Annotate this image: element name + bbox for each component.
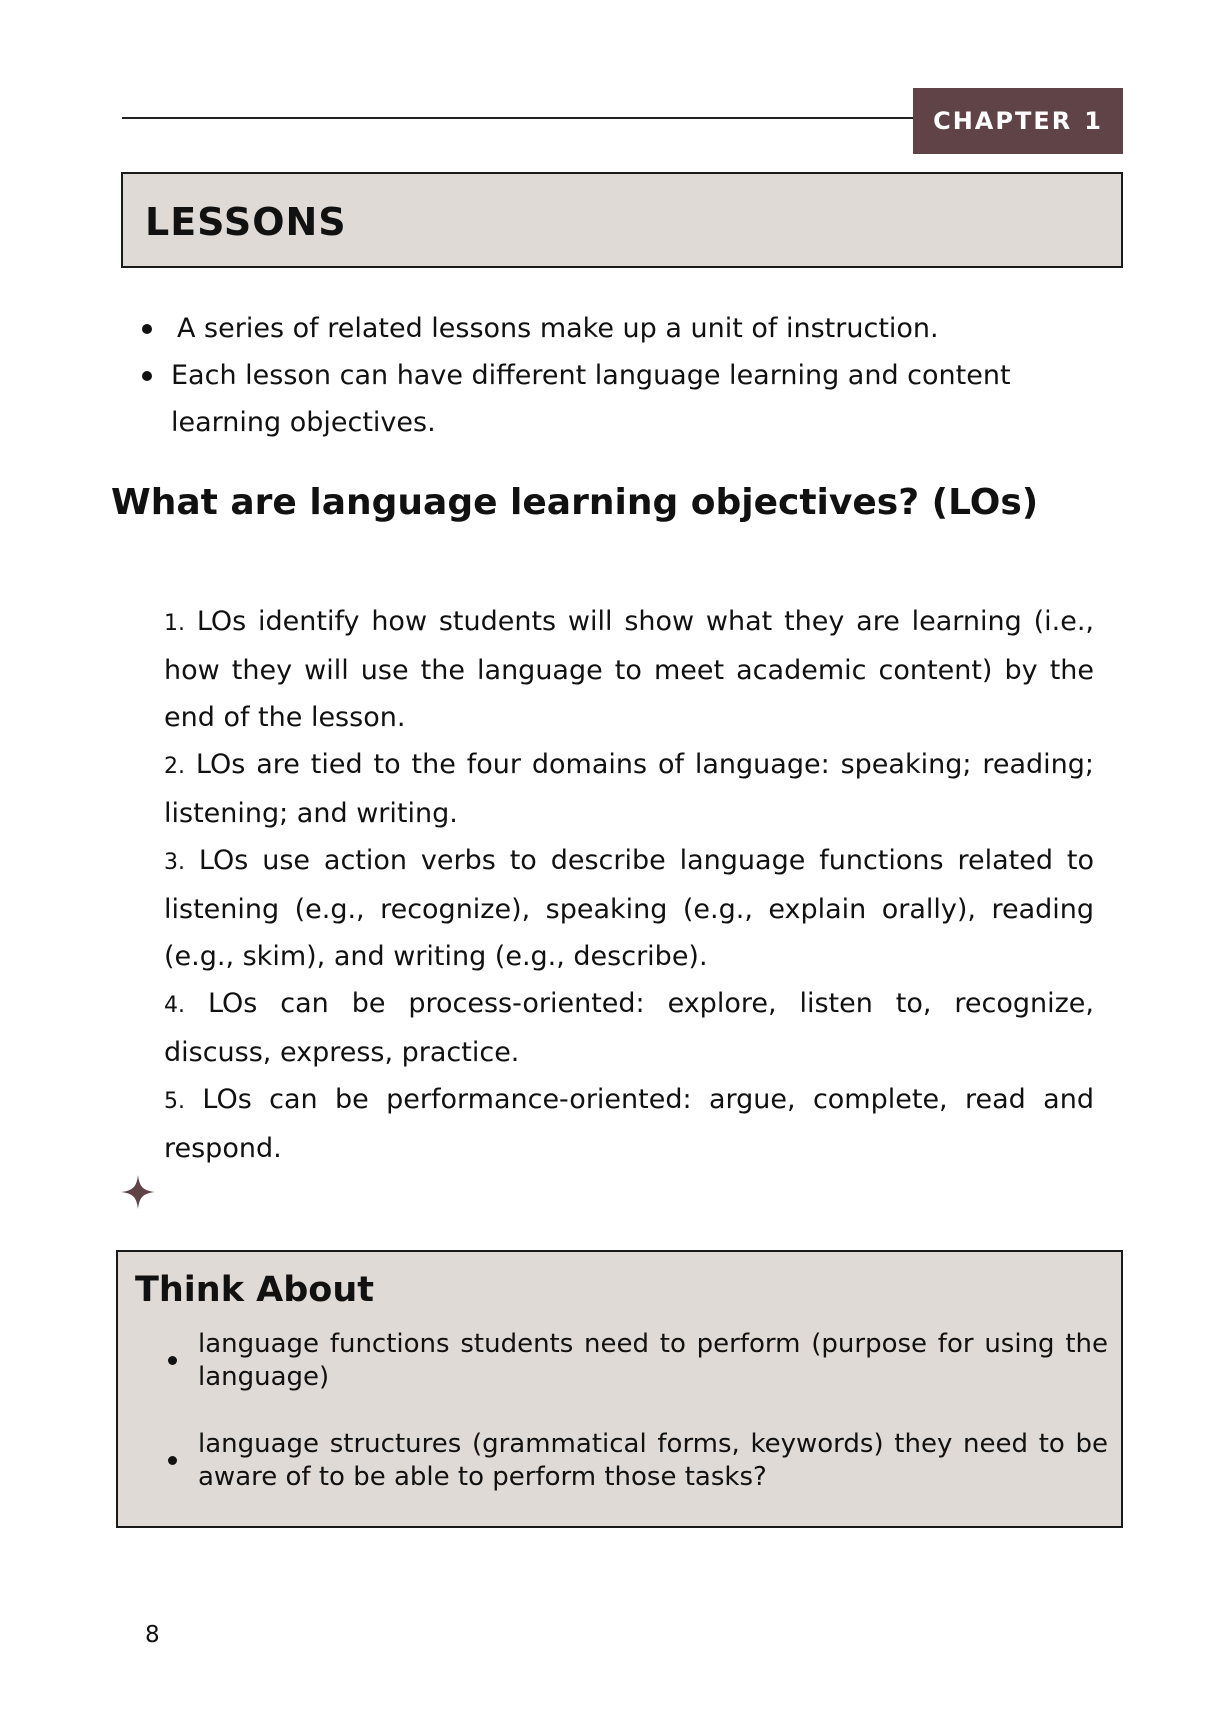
list-item bbox=[164, 741, 1094, 837]
chapter-tag bbox=[913, 88, 1123, 154]
list-item-text: language structures (grammatical forms, keywords) they need to be aware of to be able to perform those tasks? bbox=[198, 1429, 1108, 1492]
item-number: 2. bbox=[164, 754, 185, 779]
list-item bbox=[168, 1428, 1108, 1494]
item-text: LOs are tied to the four domains of language: speaking; reading; listening; and writing. bbox=[164, 749, 1094, 829]
list-item bbox=[164, 598, 1094, 741]
think-about-list bbox=[168, 1328, 1108, 1528]
think-about-title: Think About bbox=[135, 1270, 375, 1310]
item-text: LOs can be process-oriented: explore, listen to, recognize, discuss, express, practice. bbox=[164, 988, 1094, 1068]
list-item bbox=[164, 837, 1094, 980]
list-item-text: Each lesson can have different language learning and content learning objectives. bbox=[171, 360, 1011, 438]
item-text: LOs can be performance-oriented: argue, complete, read and respond. bbox=[164, 1084, 1094, 1164]
item-number: 5. bbox=[164, 1089, 185, 1114]
bullet-icon bbox=[142, 324, 152, 334]
bullet-icon bbox=[142, 371, 152, 381]
section-heading: What are language learning objectives? (LOs) bbox=[111, 482, 1039, 523]
list-item bbox=[140, 352, 1120, 446]
list-item bbox=[168, 1328, 1108, 1394]
header-rule bbox=[122, 117, 914, 119]
objectives-list bbox=[164, 598, 1094, 1172]
bullet-icon bbox=[168, 1356, 177, 1365]
lessons-box bbox=[121, 172, 1123, 268]
list-item bbox=[164, 980, 1094, 1076]
bullet-icon bbox=[168, 1456, 177, 1465]
chapter-number: 1 bbox=[1084, 107, 1103, 135]
chapter-label: CHAPTER bbox=[933, 107, 1073, 135]
item-number: 4. bbox=[164, 993, 185, 1018]
item-number: 1. bbox=[164, 611, 185, 636]
item-text: LOs identify how students will show what they are learning (i.e., how they will use the language to meet academic content) by the end of the lesson. bbox=[164, 606, 1094, 733]
four-point-star-icon bbox=[120, 1174, 156, 1210]
lessons-bullet-list bbox=[140, 305, 1120, 446]
list-item bbox=[140, 305, 1120, 352]
list-item-text: language functions students need to perform (purpose for using the language) bbox=[198, 1329, 1108, 1392]
lessons-title: LESSONS bbox=[145, 200, 347, 244]
item-number: 3. bbox=[164, 850, 185, 875]
list-item bbox=[164, 1076, 1094, 1172]
think-about-box bbox=[116, 1250, 1123, 1528]
page-number: 8 bbox=[145, 1622, 160, 1648]
list-item-text: A series of related lessons make up a unit of instruction. bbox=[177, 313, 939, 344]
item-text: LOs use action verbs to describe language functions related to listening (e.g., recognize), speaking (e.g., explain orally), reading (e.g., skim), and writing (e.g., describe). bbox=[164, 845, 1094, 972]
